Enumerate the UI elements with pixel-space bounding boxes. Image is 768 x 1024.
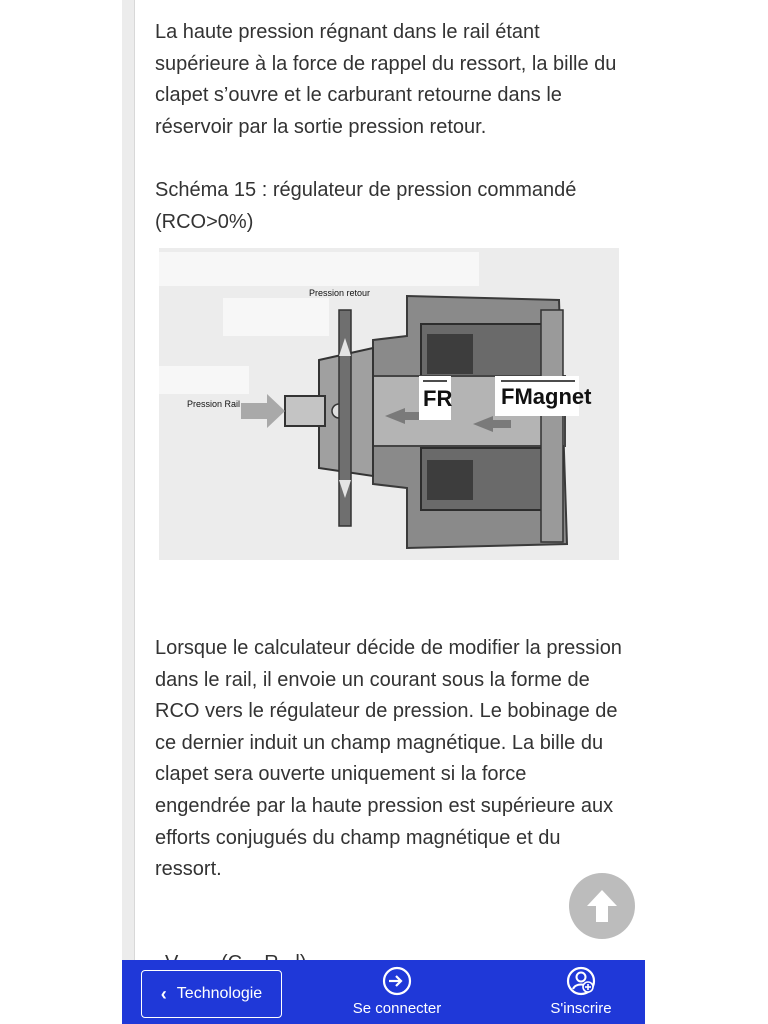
article-content — [135, 0, 645, 1024]
bottom-navigation-bar — [122, 960, 645, 1024]
pression-rail-label: Pression Rail — [187, 399, 241, 409]
chevron-left-icon: ‹ — [160, 983, 167, 1004]
pressure-regulator-diagram — [159, 248, 619, 560]
back-button-label: Technologie — [176, 985, 263, 1002]
user-add-icon — [566, 966, 596, 996]
register-button[interactable] — [516, 964, 646, 1022]
fmagnet-label: FMagnet — [501, 384, 592, 409]
login-button[interactable] — [332, 964, 462, 1022]
fr-label: FR — [423, 386, 453, 411]
left-gutter — [122, 0, 135, 1024]
register-label: S'inscrire — [550, 1000, 612, 1017]
pression-retour-label: Pression retour — [309, 288, 371, 298]
login-icon — [382, 966, 412, 996]
article-paragraph: La haute pression régnant dans le rail étant supérieure à la force de rappel du ressort, la bille du clapet s’ouvre et le carburant retourne dans le réservoir par la sortie pression retour. — [155, 21, 617, 138]
scroll-to-top-button[interactable] — [569, 873, 635, 939]
article-paragraph-2: Lorsque le calculateur décide de modifier la pression dans le rail, il envoie un courant sous la forme de RCO vers le régulateur de pression. Le bobinage de ce dernier induit un champ magnétique. La bille du clapet sera ouverte uniquement si la force engendrée par la haute pression est supérieure aux efforts conjugués du champ magnétique et du ressort. — [155, 637, 622, 881]
figure-caption: Schéma 15 : régulateur de pression commandé (RCO>0%) — [155, 179, 577, 233]
back-to-technologie-button[interactable] — [141, 970, 282, 1018]
login-label: Se connecter — [352, 1000, 442, 1017]
arrow-up-icon — [585, 888, 619, 924]
